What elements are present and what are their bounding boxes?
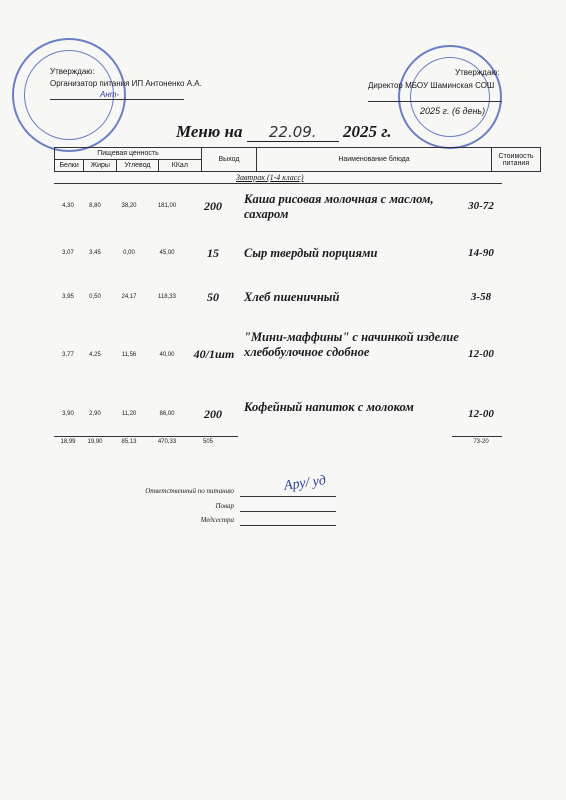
row2-carbs: 0,00 bbox=[123, 250, 135, 256]
row1-proteins: 4,30 bbox=[62, 203, 74, 209]
meal-divider bbox=[54, 183, 502, 184]
row4-dish: "Мини-маффины" с начинкой изделие хлебобулочное сдобное bbox=[244, 330, 459, 359]
row3-kcal: 118,33 bbox=[158, 294, 176, 300]
row5-yield: 200 bbox=[204, 407, 222, 421]
total-proteins: 18,99 bbox=[60, 439, 76, 445]
row1-dish: Каша рисовая молочная с маслом, сахаром bbox=[244, 192, 434, 221]
row1-carbs: 38,20 bbox=[121, 203, 137, 209]
row2-proteins: 3,07 bbox=[62, 250, 74, 256]
menu-date: 22.09. bbox=[247, 123, 339, 142]
responsible-label: Ответственный по питанию bbox=[145, 487, 234, 495]
row5-dish: Кофейный напиток с молоком bbox=[244, 400, 414, 414]
row3-fats: 0,50 bbox=[89, 294, 101, 300]
row1-fats: 8,80 bbox=[89, 203, 101, 209]
row4-proteins: 3,77 bbox=[62, 352, 74, 358]
totals-divider-left bbox=[54, 436, 238, 437]
nurse-label: Медсестра bbox=[200, 516, 234, 524]
row1-kcal: 181,00 bbox=[157, 203, 177, 209]
row2-fats: 3,45 bbox=[89, 250, 101, 256]
nutrition-header: Пищевая ценность bbox=[55, 148, 202, 160]
nurse-line bbox=[240, 525, 336, 526]
row2-yield: 15 bbox=[207, 246, 219, 260]
cook-label: Повар bbox=[215, 502, 234, 510]
right-approve-label: Утверждаю: bbox=[455, 68, 500, 77]
menu-title: Меню на 22.09. 2025 г. bbox=[176, 122, 392, 141]
proteins-header: Белки bbox=[55, 160, 84, 172]
row5-price: 12-00 bbox=[468, 408, 494, 420]
row3-carbs: 24,17 bbox=[121, 294, 137, 300]
right-sign-line bbox=[368, 101, 502, 102]
total-kcal: 470,33 bbox=[157, 439, 177, 445]
left-approve-label: Утверждаю: bbox=[50, 67, 95, 76]
row2-dish: Сыр твердый порциями bbox=[244, 246, 378, 260]
left-approve-org: Организатор питания ИП Антоненко А.А. bbox=[50, 79, 202, 88]
left-signature: Ант- bbox=[100, 90, 120, 99]
total-carbs: 85,13 bbox=[121, 439, 137, 445]
right-seal-stamp bbox=[398, 45, 502, 149]
right-approve-date: 2025 г. (6 день) bbox=[420, 106, 486, 116]
menu-table-header bbox=[54, 147, 541, 172]
row5-fats: 2,90 bbox=[89, 411, 101, 417]
responsible-line bbox=[240, 496, 336, 497]
total-price: 73-20 bbox=[473, 439, 489, 445]
row3-proteins: 3,95 bbox=[62, 294, 74, 300]
row4-price: 12-00 bbox=[468, 348, 494, 360]
total-yield: 505 bbox=[202, 439, 213, 445]
carbs-header: Углевод bbox=[117, 160, 158, 172]
row4-fats: 4,25 bbox=[89, 352, 101, 358]
row4-yield: 40/1шт bbox=[193, 347, 235, 361]
meal-title: Завтрак (1-4 класс) bbox=[236, 173, 304, 182]
dish-header: Наименование блюда bbox=[257, 148, 492, 172]
row5-proteins: 3,90 bbox=[62, 411, 74, 417]
row2-kcal: 45,00 bbox=[159, 250, 175, 256]
row4-carbs: 11,56 bbox=[121, 352, 137, 358]
row1-yield: 200 bbox=[204, 199, 222, 213]
handwritten-signature: Ару/ уд bbox=[283, 473, 328, 494]
row5-kcal: 86,00 bbox=[159, 411, 175, 417]
cost-header: Стоимость питания bbox=[492, 148, 541, 172]
fats-header: Жиры bbox=[84, 160, 117, 172]
yield-header: Выход bbox=[202, 148, 257, 172]
right-approve-org: Директор МБОУ Шаминская СОШ bbox=[368, 81, 495, 90]
cook-line bbox=[240, 511, 336, 512]
row3-dish: Хлеб пшеничный bbox=[244, 290, 340, 304]
left-sign-line bbox=[50, 99, 184, 100]
row3-yield: 50 bbox=[207, 290, 219, 304]
row5-carbs: 11,20 bbox=[121, 411, 137, 417]
row1-price: 30-72 bbox=[468, 200, 494, 212]
total-fats: 19,90 bbox=[87, 439, 103, 445]
row2-price: 14-90 bbox=[468, 247, 494, 259]
kcal-header: ККал bbox=[158, 160, 201, 172]
totals-divider-right bbox=[452, 436, 502, 437]
row4-kcal: 40,00 bbox=[159, 352, 175, 358]
row3-price: 3-58 bbox=[470, 291, 492, 303]
